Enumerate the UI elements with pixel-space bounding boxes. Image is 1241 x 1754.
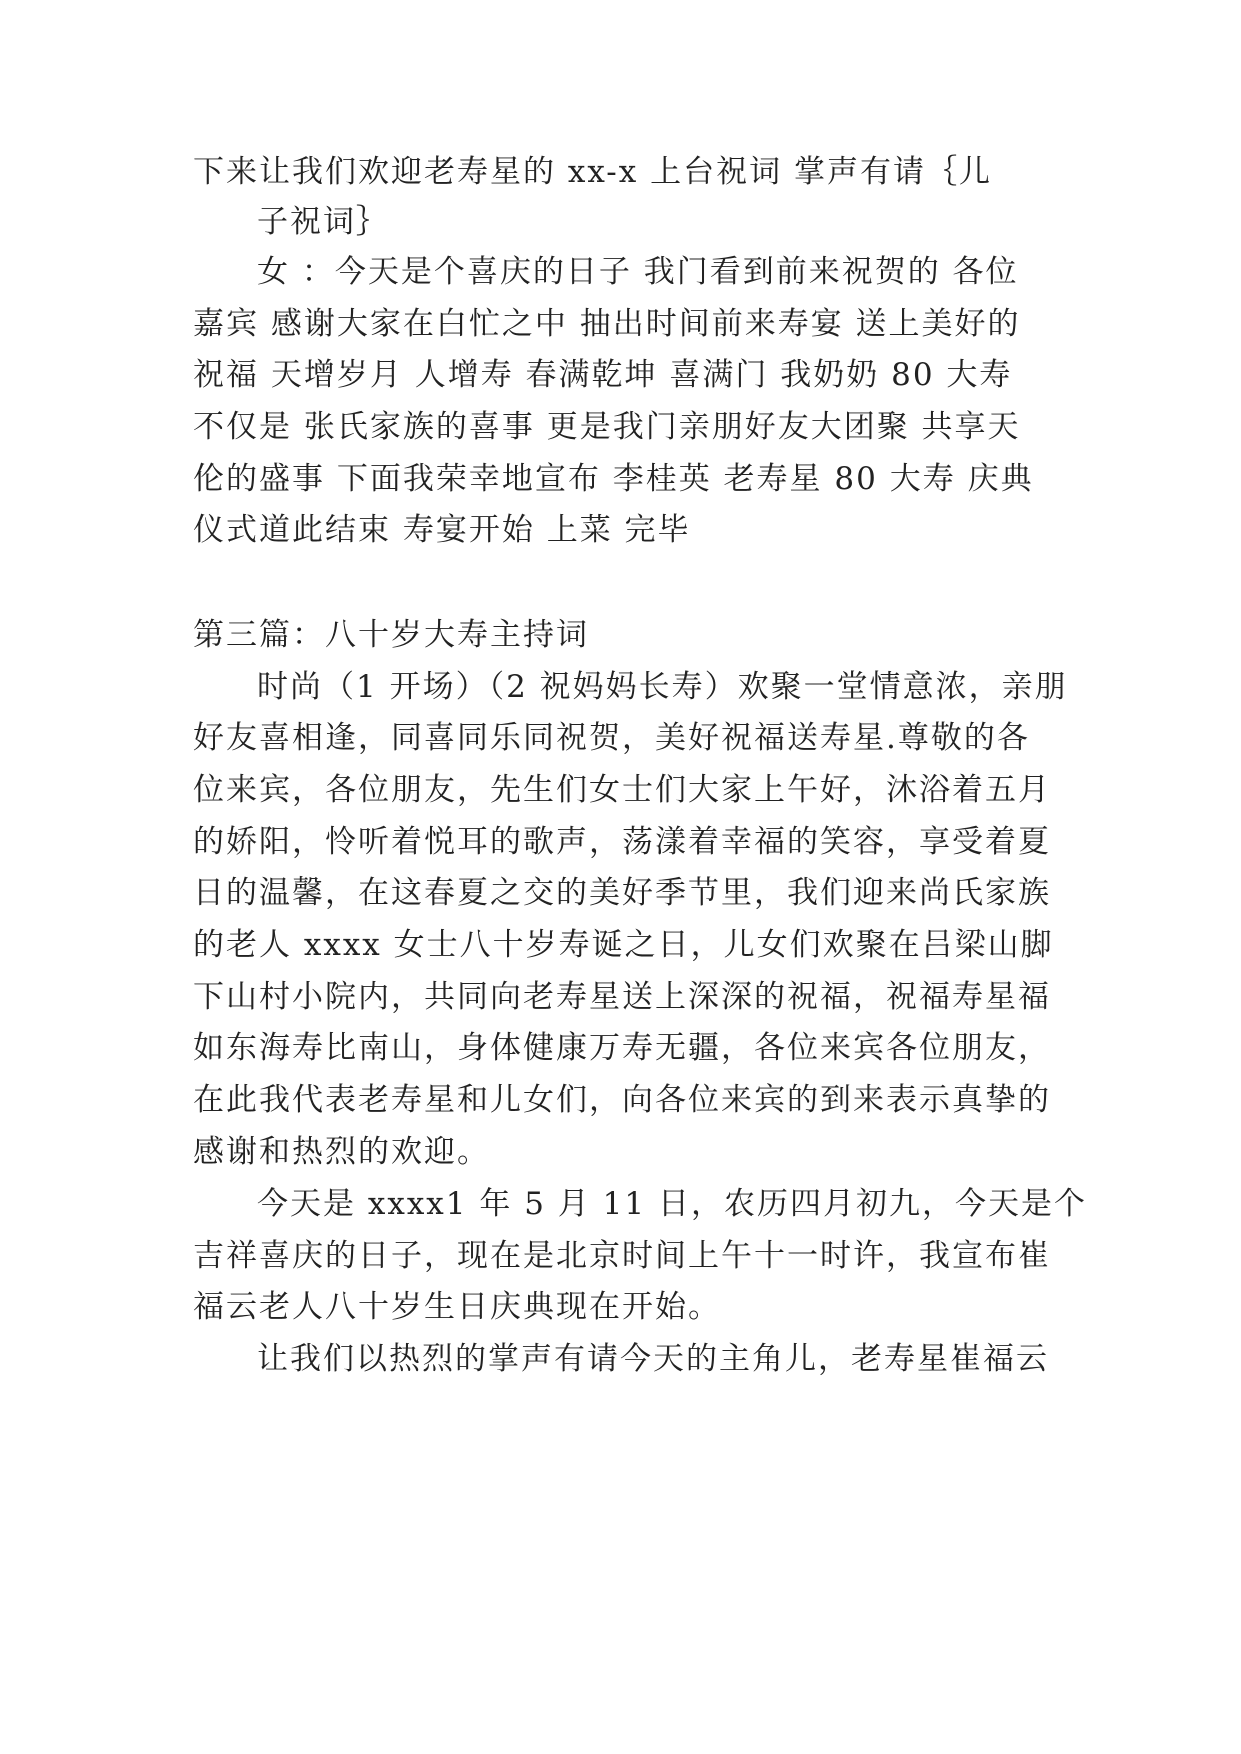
body-line: 伦的盛事 下面我荣幸地宣布 李桂英 老寿星 80 大寿 庆典: [193, 461, 1034, 497]
body-line: 感谢和热烈的欢迎。: [193, 1134, 490, 1170]
body-line: 的老人 xxxx 女士八十岁寿诞之日，儿女们欢聚在吕梁山脚: [193, 927, 1054, 963]
body-line: 福云老人八十岁生日庆典现在开始。: [193, 1289, 721, 1325]
body-line: 好友喜相逢，同喜同乐同祝贺，美好祝福送寿星.尊敬的各: [193, 720, 1030, 756]
section-heading: 第三篇：八十岁大寿主持词: [193, 617, 589, 653]
body-line: 嘉宾 感谢大家在白忙之中 抽出时间前来寿宴 送上美好的: [193, 306, 1021, 342]
body-line: 不仅是 张氏家族的喜事 更是我门亲朋好友大团聚 共享天: [193, 409, 1021, 445]
body-line: 仪式道此结束 寿宴开始 上菜 完毕: [193, 512, 691, 548]
body-line: 时尚（1 开场）（2 祝妈妈长寿）欢聚一堂情意浓，亲朋: [257, 669, 1068, 705]
body-line: 下来让我们欢迎老寿星的 xx-x 上台祝词 掌声有请｛儿: [193, 154, 992, 190]
body-line: 日的温馨，在这春夏之交的美好季节里，我们迎来尚氏家族: [193, 875, 1051, 911]
body-line: 的娇阳，怜听着悦耳的歌声，荡漾着幸福的笑容，享受着夏: [193, 824, 1051, 860]
body-line: 祝福 天增岁月 人增寿 春满乾坤 喜满门 我奶奶 80 大寿: [193, 357, 1013, 393]
body-line: 今天是 xxxx1 年 5 月 11 日，农历四月初九，今天是个: [257, 1186, 1087, 1222]
body-line: 下山村小院内，共同向老寿星送上深深的祝福，祝福寿星福: [193, 979, 1051, 1015]
body-line: 让我们以热烈的掌声有请今天的主角儿，老寿星崔福云: [257, 1341, 1049, 1377]
body-line: 如东海寿比南山，身体健康万寿无疆，各位来宾各位朋友，: [193, 1030, 1051, 1066]
body-line: 吉祥喜庆的日子，现在是北京时间上午十一时许，我宣布崔: [193, 1238, 1051, 1274]
body-line: 在此我代表老寿星和儿女们，向各位来宾的到来表示真挚的: [193, 1082, 1051, 1118]
body-line: 位来宾，各位朋友，先生们女士们大家上午好，沐浴着五月: [193, 772, 1051, 808]
body-line: 子祝词｝: [257, 204, 389, 240]
body-line: 女 ：今天是个喜庆的日子 我门看到前来祝贺的 各位: [257, 254, 1019, 290]
